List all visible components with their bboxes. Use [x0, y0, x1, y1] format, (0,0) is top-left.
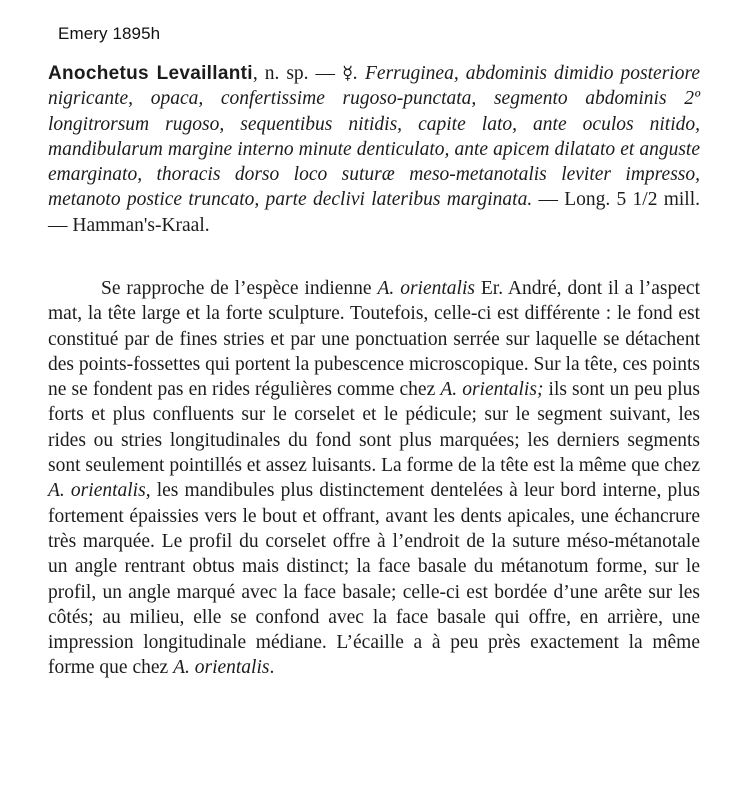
measurement-locality: — Long. 5 1/2 mill. — Hamman's-Kraal. [48, 189, 701, 236]
latin-diagnosis: . Ferruginea, abdominis dimidio posteriore nigricante, opaca, confertissime rugoso-punctata, segmento abdominis 2º longitrorsum rugoso, sequentibus nitidis, capite lato, ante oculos nitido, mandibularum margine interno minute denticulato, ante apicem dilatato et anguste emarginato, thoracis dorso loco suturæ meso-metanotalis leviter impresso, metanoto postice truncato, parte declivi lateribus marginata. [48, 63, 700, 211]
comparison-text: . [269, 657, 275, 679]
worker-symbol-icon: ☿ [342, 63, 354, 84]
species-reference: A. orientalis, [48, 480, 151, 502]
comparison-text: Er. André, dont il a l’aspect mat, la tête large et la forte sculpture. Toutefois, celle-ci est différente : le fond est constitué par de fines stries et par une ponctuation serrée sur laquelle se détachent des points-fossettes qui portent la pubescence microscopique. Sur la tête, ces points ne se fondent pas en rides régulières comme chez [48, 278, 701, 401]
name-suffix: , n. sp. — [252, 63, 343, 84]
species-reference: A. orientalis [377, 278, 475, 299]
species-description [48, 61, 700, 238]
species-reference: A. orientalis [173, 657, 270, 679]
comparison-paragraph [48, 276, 700, 681]
comparison-text: les mandibules plus distinctement dentelées à leur bord interne, plus fortement épaissies vers le bout et offrant, avant les dents apicales, une échancrure très marquée. Le profil du corselet offre à l’endroit de la suture méso-métanotale un angle rentrant obtus mais distinct; la face basale du métanotum forme, sur le profil, un angle marqué avec la face basale; celle-ci est bordée d’une arête sur les côtés; au milieu, elle se confond avec la face basale qui offre, en arrière, une impression longitudinale médiane. L’écaille a à peu près exactement la même forme que chez [48, 480, 700, 679]
comparison-text: Se rapproche de l’espèce indienne [101, 278, 378, 299]
comparison-text: ils sont un peu plus forts et plus confluents sur le corselet et le pédicule; sur le segment suivant, les rides ou stries longitudinales du fond sont plus marquées; les derniers segments sont seulement pointillés et assez luisants. La forme de la tête est la même que chez [48, 379, 700, 477]
species-name: Anochetus Levaillanti [48, 63, 253, 84]
species-reference: A. orientalis; [440, 379, 544, 401]
citation-label: Emery 1895h [58, 24, 161, 43]
